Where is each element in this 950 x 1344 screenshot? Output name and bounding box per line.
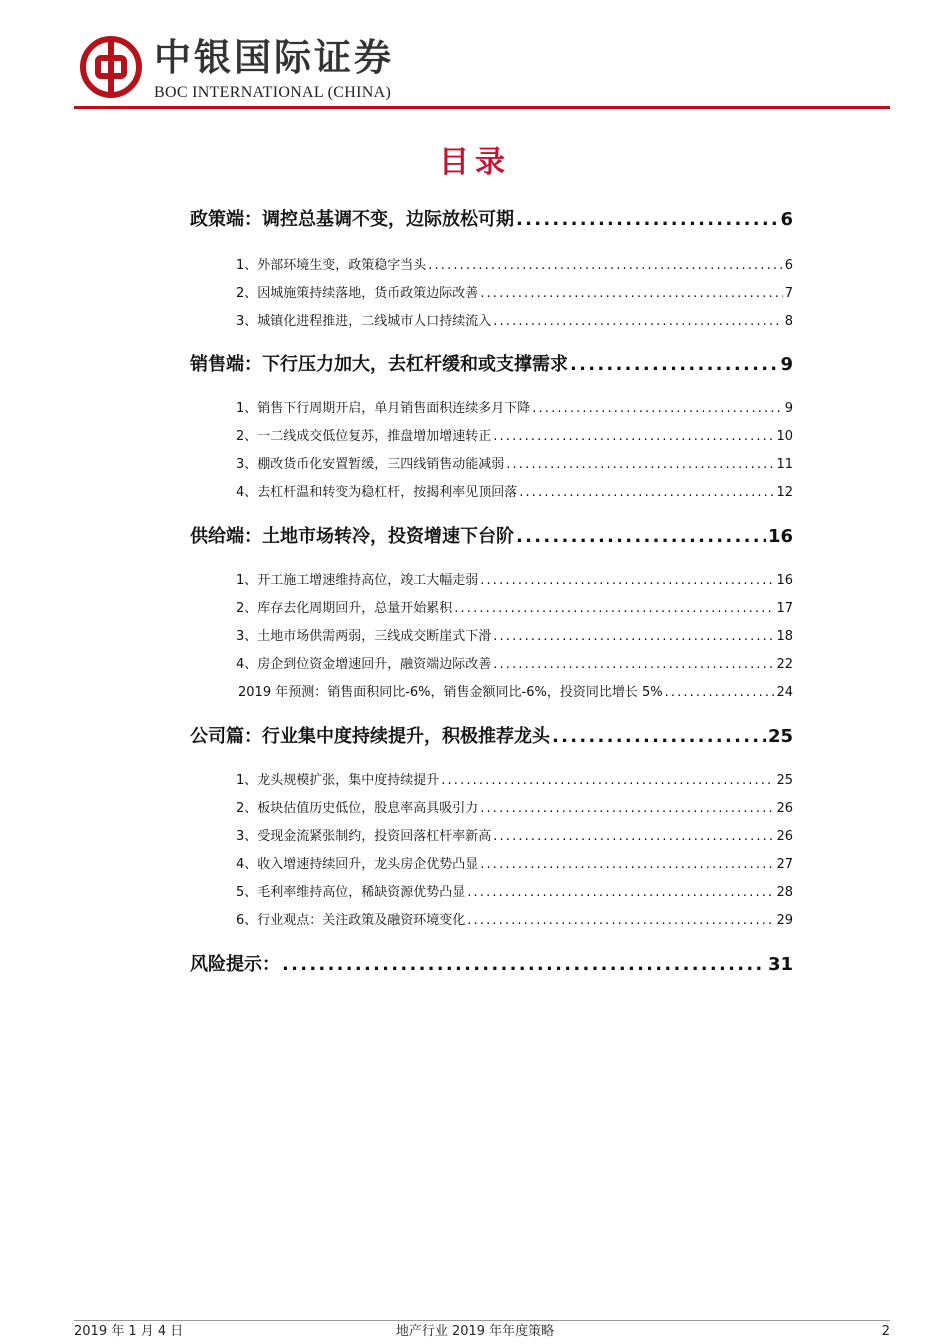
toc-page-number: 7: [784, 286, 793, 301]
toc-page-number: 16: [776, 573, 793, 588]
toc-subsection-entry[interactable]: [236, 855, 793, 875]
toc-entry-text: 2、因城施策持续落地，货币政策边际改善: [236, 286, 479, 301]
toc-page-number: 29: [776, 913, 793, 928]
toc-entry-text: 2、板块估值历史低位，股息率高具吸引力: [236, 801, 479, 816]
toc-subsection-entry[interactable]: [236, 284, 793, 304]
toc-section-entry[interactable]: [190, 352, 793, 378]
toc-subsection-entry[interactable]: [236, 599, 793, 619]
toc-entry-text: 1、开工施工增速维持高位，竣工大幅走弱: [236, 573, 479, 588]
footer-divider: [74, 1320, 890, 1321]
toc-dot-leader: [532, 399, 782, 419]
toc-subsection-entry[interactable]: [236, 655, 793, 675]
toc-dot-leader: [516, 524, 766, 550]
toc-subsection-entry[interactable]: [236, 256, 793, 276]
toc-entry-text: 风险提示：: [190, 954, 280, 975]
toc-subsection-entry[interactable]: [236, 571, 793, 591]
toc-entry-text: 政策端：调控总基调不变，边际放松可期: [190, 209, 514, 230]
toc-entry-text: 3、城镇化进程推进，二线城市人口持续流入: [236, 314, 492, 329]
toc-page-number: 11: [776, 457, 793, 472]
toc-dot-leader: [570, 352, 778, 378]
toc-entry-text: 4、去杠杆温和转变为稳杠杆，按揭利率见顶回落: [236, 485, 518, 500]
toc-dot-leader: [467, 911, 774, 931]
toc-entry-text: 1、销售下行周期开启，单月销售面积连续多月下降: [236, 401, 531, 416]
toc-entry-text: 供给端：土地市场转冷，投资增速下台阶: [190, 526, 514, 547]
toc-subsection-entry[interactable]: [236, 771, 793, 791]
toc-dot-leader: [467, 883, 774, 903]
toc-entry-text: 1、外部环境生变，政策稳字当头: [236, 258, 427, 273]
toc-dot-leader: [493, 427, 774, 447]
toc-title: 目录: [439, 145, 511, 180]
toc-page-number: 16: [767, 526, 793, 547]
toc-dot-leader: [493, 312, 782, 332]
toc-dot-leader: [493, 655, 774, 675]
toc-dot-leader: [665, 683, 775, 703]
toc-subsection-entry[interactable]: [236, 799, 793, 819]
toc-page-number: 10: [776, 429, 793, 444]
toc-page-number: 6: [784, 258, 793, 273]
footer-report-title: 地产行业 2019 年年度策略: [395, 1324, 555, 1339]
toc-page-number: 17: [776, 601, 793, 616]
toc-dot-leader: [519, 483, 774, 503]
toc-page-number: 22: [776, 657, 793, 672]
toc-dot-leader: [552, 724, 766, 750]
footer-date: 2019 年 1 月 4 日: [74, 1324, 184, 1339]
toc-dot-leader: [480, 855, 774, 875]
toc-subsection-entry[interactable]: [236, 627, 793, 647]
brand-name-cn: 中银国际证券: [154, 36, 394, 79]
toc-page-number: 28: [776, 885, 793, 900]
toc-page-number: 6: [780, 209, 793, 230]
toc-subsection-entry[interactable]: [236, 483, 793, 503]
toc-entry-text: 3、棚改货币化安置暂缓，三四线销售动能减弱: [236, 457, 505, 472]
toc-entry-text: 3、受现金流紧张制约，投资回落杠杆率新高: [236, 829, 492, 844]
toc-dot-leader: [516, 207, 778, 233]
toc-subsection-entry[interactable]: [236, 399, 793, 419]
toc-subsection-entry[interactable]: [236, 455, 793, 475]
toc-section-entry[interactable]: [190, 724, 793, 750]
header-divider: [74, 106, 890, 109]
footer-page-number: 2: [881, 1324, 890, 1339]
toc-subsection-entry[interactable]: [236, 911, 793, 931]
toc-subsection-entry[interactable]: [236, 312, 793, 332]
toc-section-entry[interactable]: [190, 207, 793, 233]
toc-dot-leader: [480, 799, 774, 819]
toc-entry-text: 2、库存去化周期回升，总量开始累积: [236, 601, 453, 616]
page-header: [74, 28, 890, 110]
toc-page-number: 25: [776, 773, 793, 788]
toc-entry-text: 4、收入增速持续回升，龙头房企优势凸显: [236, 857, 479, 872]
toc-dot-leader: [441, 771, 774, 791]
toc-entry-text: 5、毛利率维持高位，稀缺资源优势凸显: [236, 885, 466, 900]
toc-dot-leader: [454, 599, 774, 619]
toc-page-number: 18: [776, 629, 793, 644]
toc-dot-leader: [493, 627, 774, 647]
toc-page-number: 8: [784, 314, 793, 329]
toc-page-number: 9: [784, 401, 793, 416]
toc-dot-leader: [428, 256, 782, 276]
toc-subsection-entry[interactable]: [236, 827, 793, 847]
brand-name-en: BOC INTERNATIONAL (CHINA): [154, 84, 392, 101]
toc-entry-text: 1、龙头规模扩张，集中度持续提升: [236, 773, 440, 788]
toc-entry-text: 2019 年预测：销售面积同比-6%，销售金额同比-6%，投资同比增长 5%: [238, 685, 663, 700]
toc-dot-leader: [480, 284, 782, 304]
toc-page-number: 26: [776, 829, 793, 844]
toc-dot-leader: [493, 827, 774, 847]
toc-subsection-entry[interactable]: [238, 683, 793, 703]
toc-dot-leader: [282, 952, 766, 978]
toc-dot-leader: [506, 455, 774, 475]
toc-entry-text: 4、房企到位资金增速回升，融资端边际改善: [236, 657, 492, 672]
toc-page-number: 26: [776, 801, 793, 816]
toc-entry-text: 公司篇：行业集中度持续提升，积极推荐龙头: [190, 726, 550, 747]
toc-page-number: 27: [776, 857, 793, 872]
toc-entry-text: 2、一二线成交低位复苏，推盘增加增速转正: [236, 429, 492, 444]
toc-page-number: 24: [776, 685, 793, 700]
toc-page-number: 9: [780, 354, 793, 375]
toc-section-entry[interactable]: [190, 524, 793, 550]
toc-subsection-entry[interactable]: [236, 427, 793, 447]
toc-page-number: 25: [767, 726, 793, 747]
toc-subsection-entry[interactable]: [236, 883, 793, 903]
toc-section-entry[interactable]: [190, 952, 793, 978]
boc-logo-icon: [80, 36, 142, 98]
toc-page-number: 12: [776, 485, 793, 500]
toc-entry-text: 6、行业观点：关注政策及融资环境变化: [236, 913, 466, 928]
toc-entry-text: 3、土地市场供需两弱，三线成交断崖式下滑: [236, 629, 492, 644]
toc-page-number: 31: [767, 954, 793, 975]
toc-dot-leader: [480, 571, 774, 591]
toc-entry-text: 销售端：下行压力加大，去杠杆缓和或支撑需求: [190, 354, 568, 375]
